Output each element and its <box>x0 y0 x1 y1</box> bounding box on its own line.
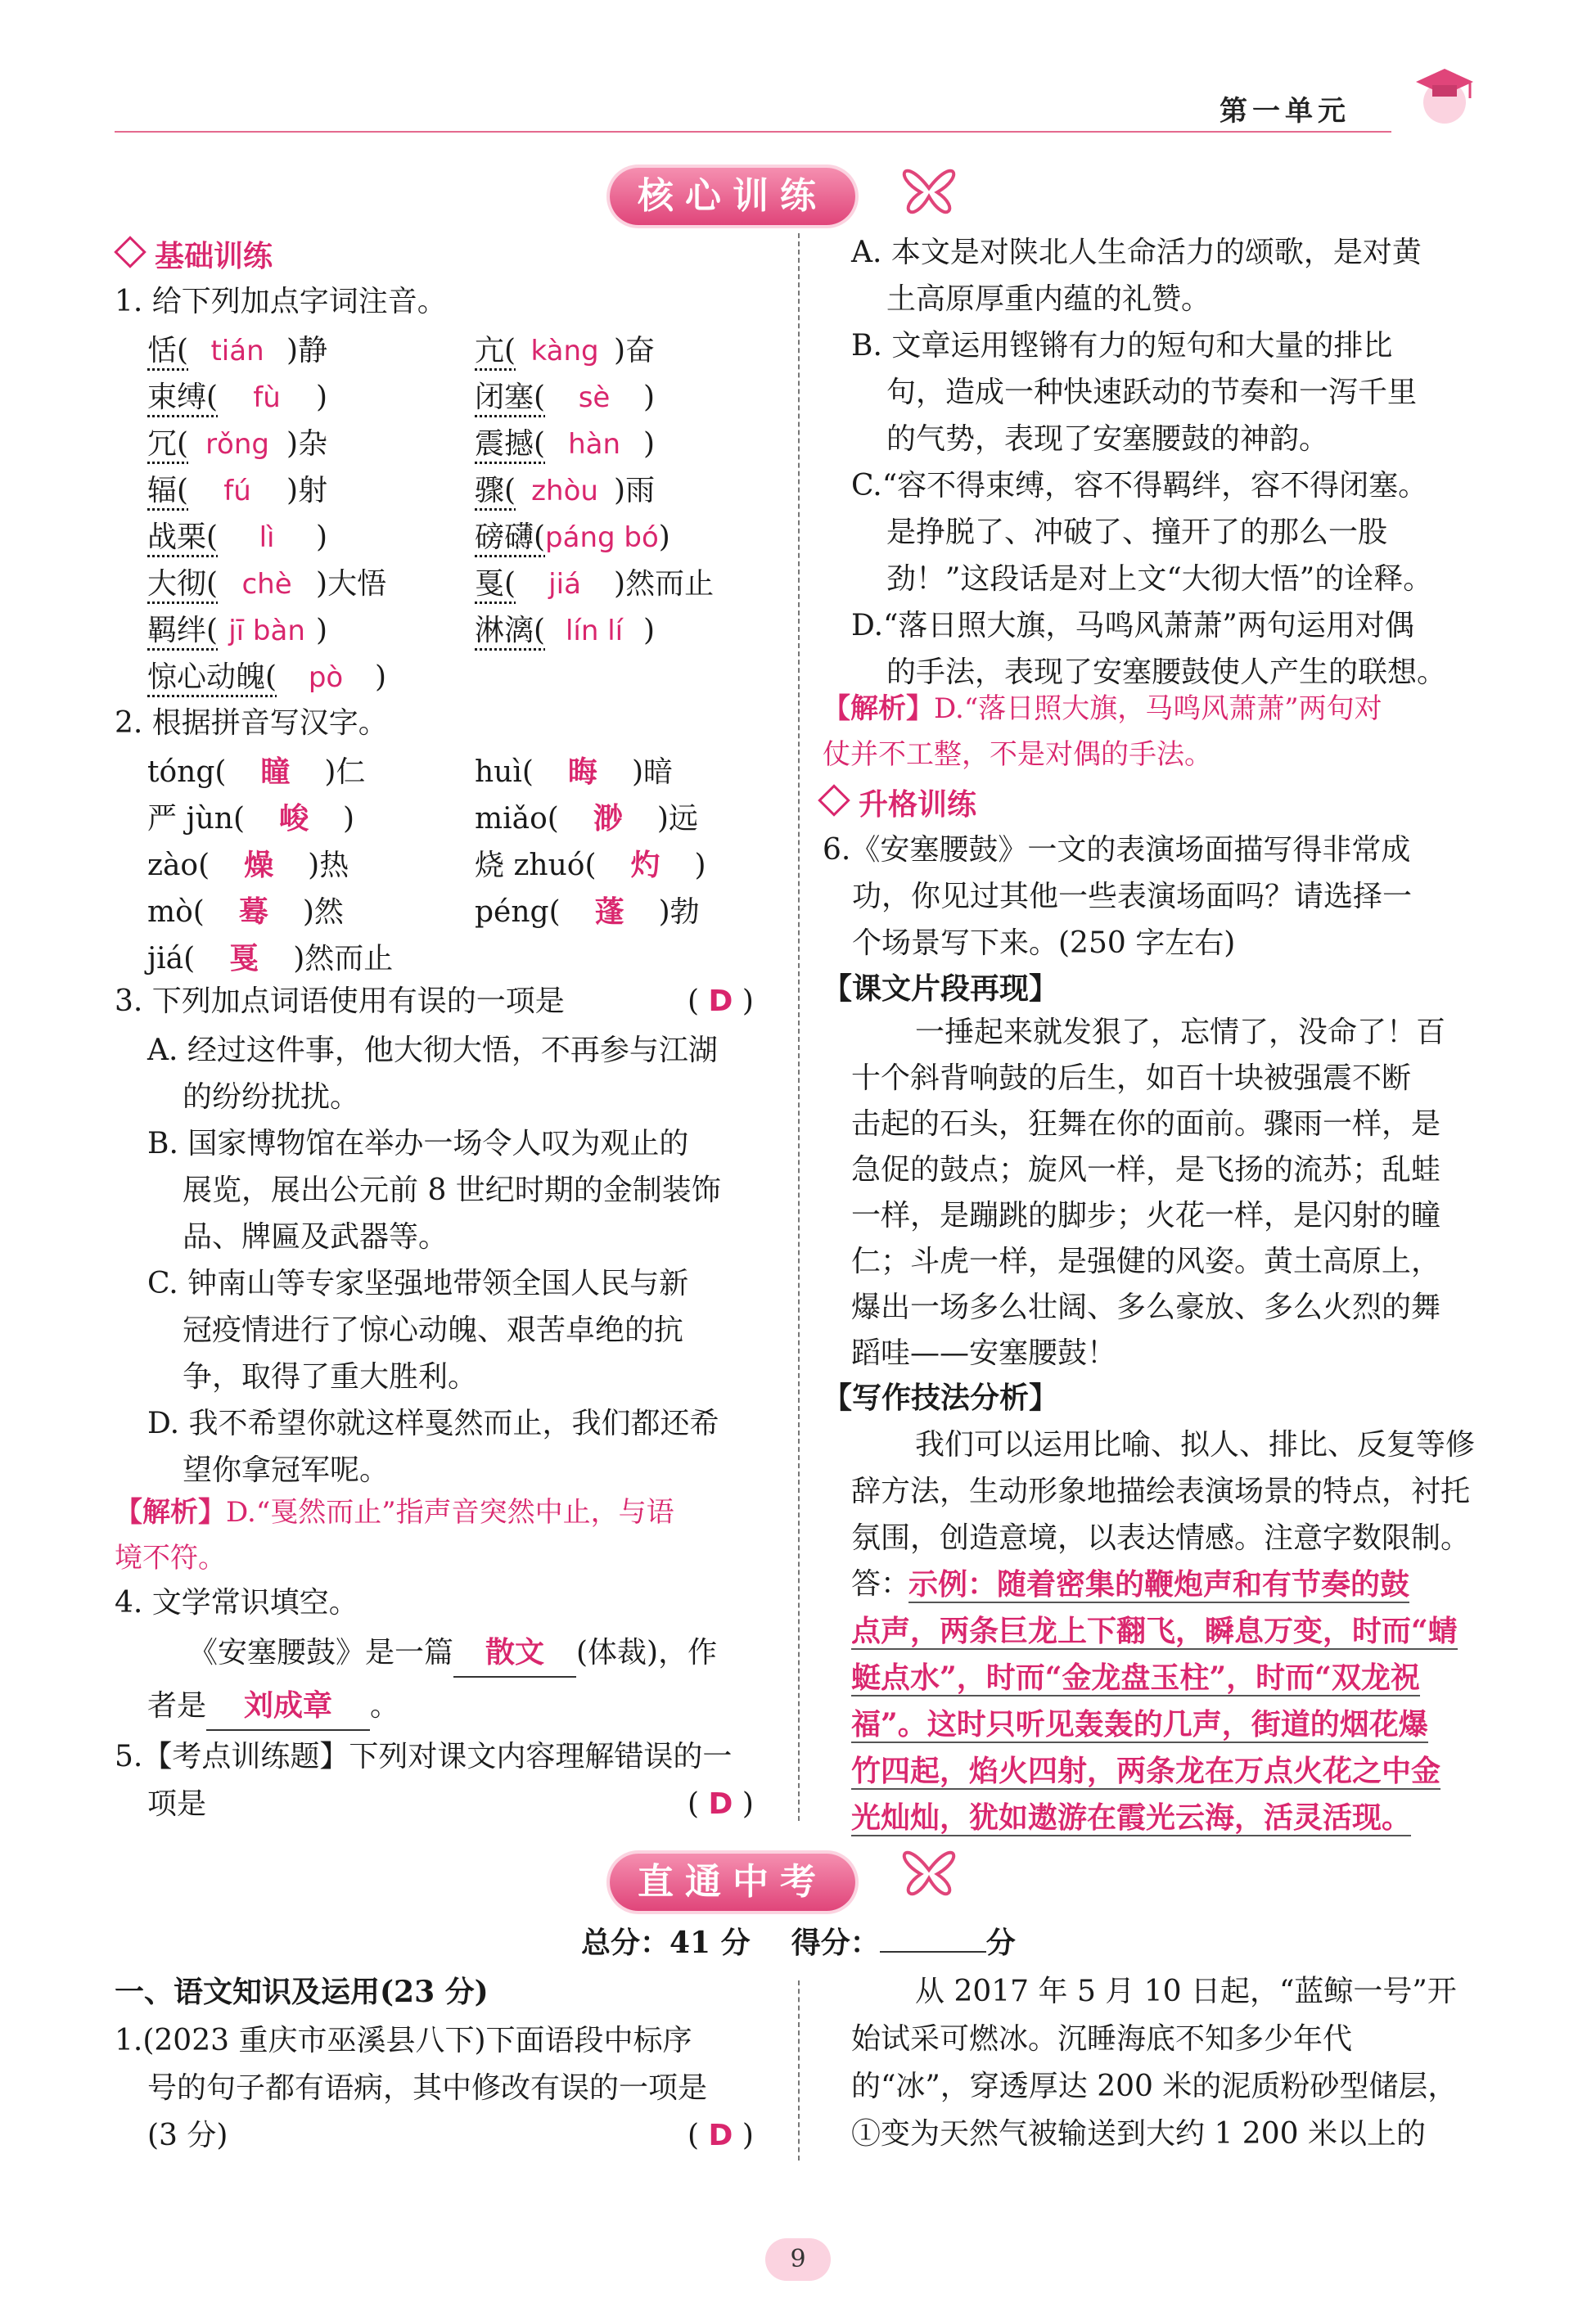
q2-item-pinyin: péng( <box>475 895 561 929</box>
q1-item-pinyin: fú <box>223 475 251 507</box>
q6-answer-text: 福”。这时只听见轰轰的几声，街道的烟花爆 <box>851 1707 1428 1742</box>
q1-item <box>475 607 655 649</box>
q2-item-tail: )暗 <box>631 755 673 789</box>
q3opts-line: A. 经过这件事，他大彻大悟，不再参与江湖 <box>147 1034 718 1067</box>
q2-item-pinyin: huì( <box>475 755 534 789</box>
q1-item <box>147 374 327 416</box>
q6prompt-line: 功，你见过其他一些表演场面吗？请选择一 <box>852 880 1413 913</box>
q1-item-pinyin: rǒng <box>205 428 269 461</box>
q1-item-tail: )奋 <box>614 334 656 367</box>
page-number: 9 <box>765 2238 831 2281</box>
q4-genre-answer: 散文 <box>453 1629 576 1678</box>
q3opts-line: 冠疫情进行了惊心动魄、艰苦卓绝的抗 <box>183 1313 684 1347</box>
q1-item-word: 戛( <box>475 567 516 601</box>
q6prompt-line: 6.《安塞腰鼓》一文的表演场面描写得非常成 <box>823 833 1411 867</box>
q1-item-word: 冗( <box>147 427 189 461</box>
excerpt-line: 十个斜背响鼓的后生，如百十块被强震不断 <box>851 1061 1412 1095</box>
q5opts-line: D.“落日照大旗，马鸣风萧萧”两句运用对偶 <box>851 609 1414 642</box>
q3opts-line: 品、牌匾及武器等。 <box>183 1220 449 1254</box>
q2-item-tail: )勃 <box>658 895 700 929</box>
q6-answer-line <box>908 1559 1409 1610</box>
q2-item <box>147 889 344 930</box>
q2-item <box>147 935 393 977</box>
q1-item-tail: ) <box>658 520 670 554</box>
q1-item-pinyin: lì <box>259 521 275 554</box>
exam-banner: 直通中考 <box>610 1854 855 1911</box>
q1-item-tail: ) <box>316 520 328 554</box>
q1-item-pinyin: páng bó <box>545 521 659 554</box>
q6-answer-text: 光灿灿，犹如遨游在霞光云海，活灵活现。 <box>851 1800 1412 1835</box>
technique-line: 氛围，创造意境，以表达情感。注意字数限制。 <box>851 1521 1471 1555</box>
q1-item-pinyin: pò <box>308 661 344 694</box>
q2-item-pinyin: tóng( <box>147 755 227 789</box>
examq1-line: 1.(2023 重庆市巫溪县八下)下面语段中标序 <box>115 2024 692 2057</box>
q2-item-pinyin: mò( <box>147 895 205 929</box>
q2-item-hanzi: 蓦 <box>238 894 268 929</box>
q1-item-tail: )静 <box>286 334 328 367</box>
q2-item-tail: )然 <box>302 895 344 929</box>
q2-item-pinyin: jiá( <box>147 942 196 976</box>
q3opts-line: C. 钟南山等专家坚强地带领全国人民与新 <box>147 1267 689 1300</box>
q5opts-line: B. 文章运用铿锵有力的短句和大量的排比 <box>851 329 1393 363</box>
q2-item-tail: ) <box>694 849 706 882</box>
diamond-icon <box>114 236 147 268</box>
q2-item <box>147 749 365 791</box>
q2-item-hanzi: 渺 <box>593 801 623 836</box>
q6-answer-line <box>851 1652 1420 1703</box>
q5opts-line: 的气势，表现了安塞腰鼓的神韵。 <box>886 422 1329 456</box>
answer-label: 答： <box>851 1567 911 1601</box>
examq1-line: (3 分) <box>147 2119 228 2152</box>
q6-answer-text: 点声，两条巨龙上下翻飞，瞬息万变，时而“蜻 <box>851 1614 1458 1648</box>
q2-item <box>475 749 673 791</box>
q1-item-word: 磅礴( <box>475 520 546 554</box>
q2-item <box>475 795 698 837</box>
unit-label: 第一单元 <box>1220 95 1350 128</box>
technique-line: 我们可以运用比喻、拟人、排比、反复等修 <box>915 1428 1476 1462</box>
passage-line: 始试采可燃冰。沉睡海底不知多少年代 <box>851 2022 1353 2056</box>
q5-explanation: 【解析】D.“落日照大旗，马鸣风萧萧”两句对 仗并不工整，不是对偶的手法。 <box>823 692 1382 771</box>
q3opts-line: 展览，展出公元前 8 世纪时期的金制装饰 <box>183 1174 721 1207</box>
q5opts-line: 劲！”这段话是对上文“大彻大悟”的诠释。 <box>886 562 1433 596</box>
column-divider <box>798 233 800 1821</box>
q1-item <box>475 421 655 462</box>
exam-section1-title: 一、语文知识及运用(23 分) <box>115 1975 489 2009</box>
score-blank[interactable] <box>880 1951 986 1953</box>
excerpt-line: 急促的鼓点；旋风一样，是飞扬的流苏；乱蛙 <box>851 1153 1441 1187</box>
q4-prompt: 4. 文学常识填空。 <box>115 1586 358 1620</box>
q1-item-pinyin: lín lí <box>565 615 624 647</box>
q1-item-word: 闭塞( <box>475 381 546 414</box>
excerpt-line: 一样，是蹦跳的脚步；火花一样，是闪射的瞳 <box>851 1199 1441 1232</box>
q6-answer-line <box>851 1699 1428 1750</box>
excerpt-line: 爆出一场多么壮阔、多么豪放、多么火烈的舞 <box>851 1291 1441 1324</box>
q5-prompt: 5.【考点训练题】下列对课文内容理解错误的一 <box>115 1740 733 1773</box>
examq1-line: 号的句子都有语病，其中修改有误的一项是 <box>147 2071 708 2105</box>
q5-prompt-cont: 项是 <box>147 1787 207 1821</box>
excerpt-line: 蹈哇——安塞腰鼓！ <box>851 1336 1117 1370</box>
q1-item-word: 淋漓( <box>475 614 546 647</box>
diamond-icon <box>818 784 850 817</box>
q3-answer: ( D ) <box>688 985 754 1018</box>
q2-item-tail: )远 <box>656 802 698 836</box>
q1-item <box>475 561 714 602</box>
q1-item-word: 骤( <box>475 474 516 507</box>
q3opts-line: B. 国家博物馆在举办一场令人叹为观止的 <box>147 1127 689 1160</box>
q3-explanation: 【解析】D.“戛然而止”指声音突然中止，与语 境不符。 <box>115 1496 674 1575</box>
q5-answer: ( D ) <box>688 1787 754 1821</box>
q1-item <box>147 654 386 696</box>
butterfly-icon <box>888 1833 970 1907</box>
q1-item-pinyin: chè <box>241 568 292 601</box>
q1-item <box>147 467 327 509</box>
q1-item-word: 恬( <box>147 334 189 367</box>
q2-item-tail: )仁 <box>324 755 366 789</box>
q1-item <box>147 561 386 602</box>
q1-item-pinyin: hàn <box>568 428 621 461</box>
graduation-hat-icon <box>1408 57 1481 131</box>
q3-prompt: 3. 下列加点词语使用有误的一项是 <box>115 985 565 1018</box>
q5opts-line: 是挣脱了、冲破了、撞开了的那么一股 <box>886 516 1388 549</box>
advanced-training-title: 升格训练 <box>823 782 976 823</box>
q1-item-tail: ) <box>316 381 328 414</box>
q2-item-hanzi: 蓬 <box>594 894 624 929</box>
q1-item <box>475 467 655 509</box>
q2-item-hanzi: 峻 <box>279 801 309 836</box>
column-divider <box>798 1980 800 2161</box>
q1-item <box>147 514 327 556</box>
q3opts-line: D. 我不希望你就这样戛然而止，我们都还希 <box>147 1407 719 1440</box>
score-line: 总分：41 分 得分： 分 <box>581 1926 1016 1960</box>
q1-item <box>475 374 655 416</box>
q2-prompt: 2. 根据拼音写汉字。 <box>115 706 388 740</box>
q2-item-hanzi: 晦 <box>567 755 597 789</box>
q6-answer-line <box>851 1606 1458 1656</box>
q6-answer-text: 示例：随着密集的鞭炮声和有节奏的鼓 <box>908 1567 1410 1602</box>
q1-item-word: 战栗( <box>147 520 219 554</box>
q2-item-pinyin: zào( <box>147 849 210 882</box>
q1-item-tail: )然而止 <box>614 567 715 601</box>
q1-item-pinyin: kàng <box>530 335 599 367</box>
q2-item-tail: )热 <box>308 849 349 882</box>
butterfly-icon <box>888 151 970 225</box>
q5opts-line: 土高原厚重内蕴的礼赞。 <box>886 282 1211 316</box>
q1-item-pinyin: tián <box>210 335 264 367</box>
q1-item-tail: ) <box>643 427 656 461</box>
q4-line2: 者是 刘成章 。 <box>147 1682 399 1731</box>
q5opts-line: A. 本文是对陕北人生命活力的颂歌，是对黄 <box>851 236 1422 269</box>
q1-item-word: 震撼( <box>475 427 546 461</box>
q1-item-pinyin: zhòu <box>531 475 598 507</box>
q1-item <box>147 327 327 369</box>
q1-item <box>475 327 655 369</box>
q1-item-pinyin: jiá <box>548 568 581 601</box>
q2-item-tail: ) <box>343 802 355 836</box>
q1-item-word: 大彻( <box>147 567 219 601</box>
q3opts-line: 的纷纷扰扰。 <box>183 1080 360 1114</box>
q2-item-tail: )然而止 <box>293 942 394 976</box>
q1-item-tail: ) <box>316 614 328 647</box>
q5opts-line: 句，造成一种快速跃动的节奏和一泻千里 <box>886 376 1418 409</box>
q6-answer-text: 蜓点水”，时而“金龙盘玉柱”，时而“双龙祝 <box>851 1660 1420 1695</box>
q2-item <box>475 842 706 884</box>
q1-item-pinyin: jī bàn <box>228 615 305 647</box>
technique-line: 辞方法，生动形象地描绘表演场景的特点，衬托 <box>851 1475 1471 1508</box>
q1-item-pinyin: fù <box>253 381 281 414</box>
q1-item-tail: )大悟 <box>316 567 387 601</box>
q1-item-tail: ) <box>643 614 656 647</box>
q1-item-word: 羁绊( <box>147 614 219 647</box>
q1-item-tail: )雨 <box>614 474 656 507</box>
q2-item-hanzi: 灼 <box>630 848 660 882</box>
passage-line: 的“冰”，穿透厚达 200 米的泥质粉砂型储层， <box>851 2070 1458 2103</box>
excerpt-line: 仁；斗虎一样，是强健的风姿。黄土高原上， <box>851 1245 1441 1278</box>
q1-item <box>475 514 670 556</box>
basic-training-title: 基础训练 <box>119 233 273 275</box>
q1-item-word: 辐( <box>147 474 189 507</box>
q2-item-hanzi: 戛 <box>229 941 259 976</box>
q2-item-pinyin: miǎo( <box>475 802 559 836</box>
q2-item-hanzi: 燥 <box>244 848 274 882</box>
technique-heading: 【写作技法分析】 <box>823 1381 1059 1415</box>
q1-item-word: 束缚( <box>147 381 219 414</box>
q3opts-line: 争，取得了重大胜利。 <box>183 1360 478 1394</box>
q2-item-pinyin: 烧 zhuó( <box>475 849 597 882</box>
q2-item-pinyin: 严 jùn( <box>147 802 246 836</box>
q5opts-line: C.“容不得束缚，容不得羁绊，容不得闭塞。 <box>851 469 1428 502</box>
q1-item-tail: )杂 <box>286 427 328 461</box>
q1-item-word: 惊心动魄( <box>147 660 277 694</box>
q2-item <box>147 795 354 837</box>
q6prompt-line: 个场景写下来。(250 字左右) <box>852 926 1236 960</box>
q2-item <box>475 889 700 930</box>
q1-item-word: 亢( <box>475 334 516 367</box>
q1-item-tail: ) <box>643 381 656 414</box>
excerpt-heading: 【课文片段再现】 <box>823 971 1059 1006</box>
passage-line: ①变为天然气被输送到大约 1 200 米以上的 <box>851 2117 1426 2151</box>
q1-prompt: 1. 给下列加点字词注音。 <box>115 285 447 318</box>
q2-item <box>147 842 349 884</box>
q1-item <box>147 607 327 649</box>
q1-item-pinyin: sè <box>578 381 611 414</box>
excerpt-line: 一捶起来就发狠了，忘情了，没命了！百 <box>915 1016 1446 1049</box>
header-rule <box>115 131 1391 133</box>
q5opts-line: 的手法，表现了安塞腰鼓使人产生的联想。 <box>886 656 1447 689</box>
exam-q1-answer: ( D ) <box>688 2119 754 2152</box>
q4-line1: 《安塞腰鼓》是一篇 散文 (体裁)，作 <box>188 1629 717 1678</box>
q3opts-line: 望你拿冠军呢。 <box>183 1453 390 1487</box>
q6-answer-text: 竹四起，焰火四射，两条龙在万点火花之中金 <box>851 1754 1441 1788</box>
q1-item <box>147 421 327 462</box>
q6-answer-line <box>851 1746 1440 1796</box>
q1-item-tail: )射 <box>286 474 328 507</box>
excerpt-line: 击起的石头，狂舞在你的面前。骤雨一样，是 <box>851 1107 1441 1141</box>
q1-item-tail: ) <box>375 660 387 694</box>
q4-author-answer: 刘成章 <box>206 1682 370 1731</box>
q2-item-hanzi: 瞳 <box>260 755 291 789</box>
core-training-banner: 核心训练 <box>610 168 855 225</box>
passage-line: 从 2017 年 5 月 10 日起，“蓝鲸一号”开 <box>915 1975 1457 2008</box>
